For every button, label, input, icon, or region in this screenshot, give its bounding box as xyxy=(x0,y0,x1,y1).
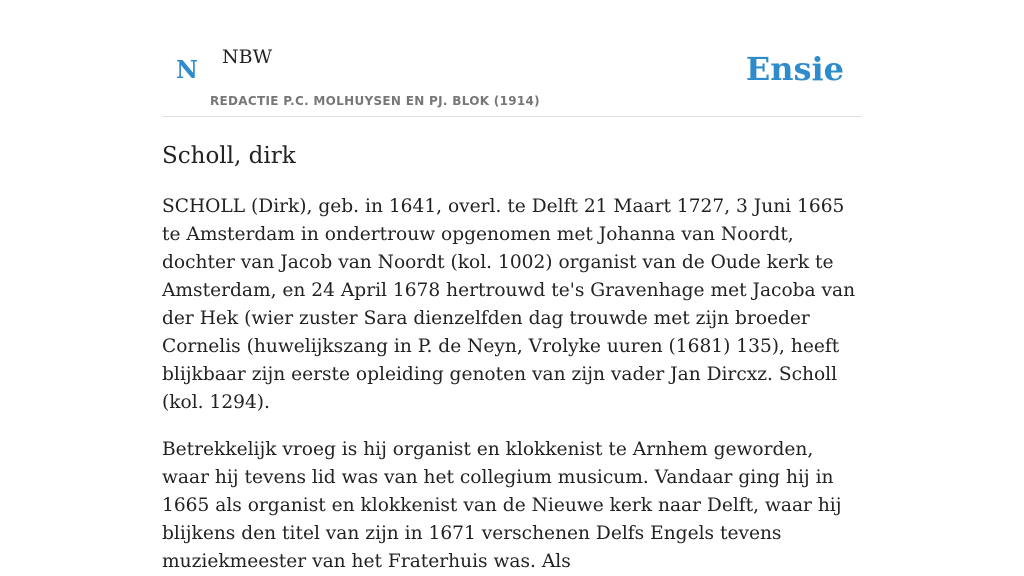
article-title: Scholl, dirk xyxy=(162,143,296,169)
article-paragraph: Betrekkelijk vroeg is hij organist en klokkenist te Arnhem geworden, waar hij tevens lid was van het collegium musicum. Vandaar ging hij in 1665 als organist en klokkenist van de Nieuwe kerk naar Delft, waar hij blijkens den titel van zijn in 1671 verschenen Delfs Engels tevens muziekmeester van het Fraterhuis was. Als xyxy=(162,439,842,572)
brand-logo[interactable]: Ensie xyxy=(745,50,844,88)
site-header xyxy=(162,0,862,117)
source-subtitle: REDACTIE P.C. MOLHUYSEN EN PJ. BLOK (1914) xyxy=(210,94,540,108)
article-paragraph: SCHOLL (Dirk), geb. in 1641, overl. te Delft 21 Maart 1727, 3 Juni 1665 te Amsterdam in ondertrouw opgenomen met Johanna van Noordt, dochter van Jacob van Noordt (kol. 1002) organist van de Oude kerk te Amsterdam, en 24 April 1678 hertrouwd te's Gravenhage met Jacoba van der Hek (wier zuster Sara dienzelfden dag trouwde met zijn broeder Cornelis (huwelijkszang in P. de Neyn, Vrolyke uuren (1681) 135), heeft blijkbaar zijn eerste opleiding genoten van zijn vader Jan Dircxz. Scholl (kol. 1294). xyxy=(162,196,856,413)
source-title[interactable]: NBW xyxy=(222,46,273,68)
source-logo[interactable]: N xyxy=(176,55,198,84)
page xyxy=(162,0,862,572)
article-body xyxy=(162,193,862,576)
